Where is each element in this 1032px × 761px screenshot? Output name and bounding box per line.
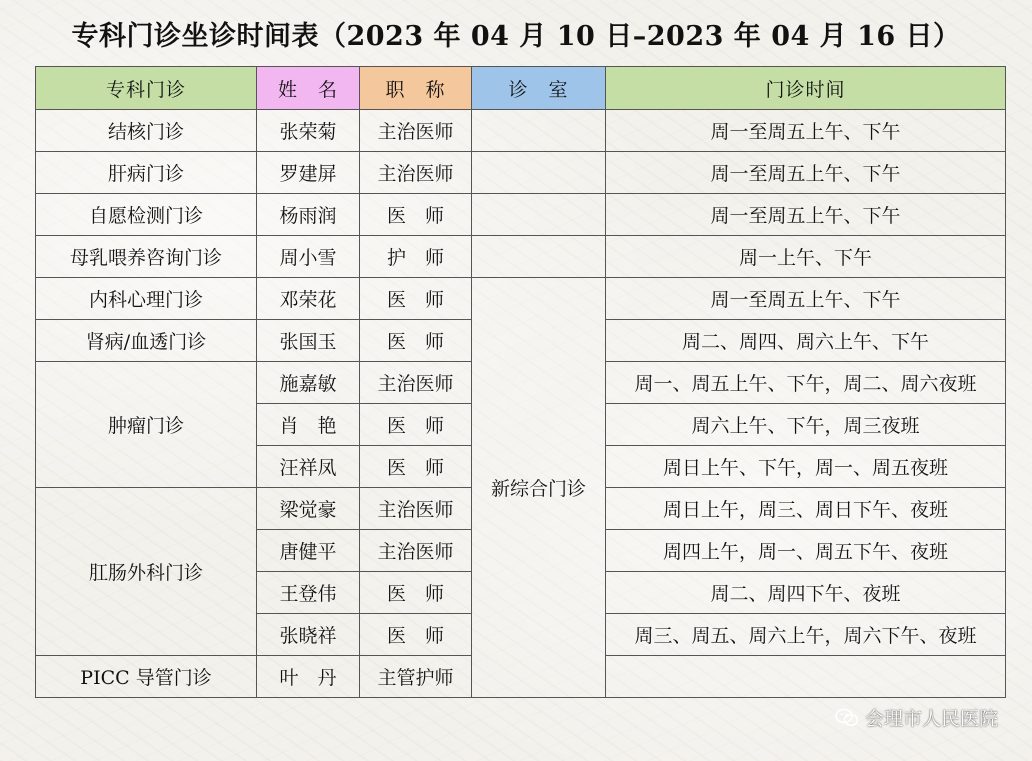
doctor-title-cell: 主管护师 (360, 656, 472, 698)
doctor-name-cell: 张晓祥 (257, 614, 360, 656)
doctor-name-cell: 罗建屏 (257, 152, 360, 194)
room-cell-empty (472, 194, 606, 236)
doctor-title-cell: 主治医师 (360, 110, 472, 152)
doctor-name-cell: 张国玉 (257, 320, 360, 362)
doctor-title-cell: 医 师 (360, 572, 472, 614)
clinic-cell: 肝病门诊 (36, 152, 257, 194)
doctor-title-cell: 主治医师 (360, 152, 472, 194)
clinic-cell: 肾病/血透门诊 (36, 320, 257, 362)
schedule-time-cell: 周三、周五、周六上午，周六下午、夜班 (606, 614, 1006, 656)
schedule-time-cell: 周六上午、下午，周三夜班 (606, 404, 1006, 446)
doctor-name-cell: 叶 丹 (257, 656, 360, 698)
table-row (36, 194, 1006, 236)
schedule-time-cell: 周一至周五上午、下午 (606, 278, 1006, 320)
table-row (36, 152, 1006, 194)
schedule-time-cell: 周四上午，周一、周五下午、夜班 (606, 530, 1006, 572)
watermark-text: 会理市人民医院 (864, 708, 998, 730)
doctor-title-cell: 医 师 (360, 320, 472, 362)
schedule-time-cell: 周日上午，周三、周日下午、夜班 (606, 488, 1006, 530)
header-time: 门诊时间 (606, 67, 1006, 110)
doctor-name-cell: 邓荣花 (257, 278, 360, 320)
doctor-title-cell: 医 师 (360, 194, 472, 236)
doctor-title-cell: 护 师 (360, 236, 472, 278)
doctor-name-cell: 唐健平 (257, 530, 360, 572)
doctor-name-cell: 张荣菊 (257, 110, 360, 152)
schedule-time-cell: 周一至周五上午、下午 (606, 152, 1006, 194)
doctor-title-cell: 主治医师 (360, 530, 472, 572)
watermark (835, 704, 998, 731)
clinic-cell: 结核门诊 (36, 110, 257, 152)
room-cell-empty (472, 152, 606, 194)
doctor-title-cell: 医 师 (360, 446, 472, 488)
schedule-time-cell: 周一至周五上午、下午 (606, 194, 1006, 236)
header-title: 职 称 (360, 67, 472, 110)
doctor-name-cell: 周小雪 (257, 236, 360, 278)
schedule-time-cell: 周一、周五上午、下午，周二、周六夜班 (606, 362, 1006, 404)
schedule-time-cell: 周一至周五上午、下午 (606, 110, 1006, 152)
room-cell: 新综合门诊 (472, 278, 606, 698)
header-name: 姓 名 (257, 67, 360, 110)
doctor-title-cell: 医 师 (360, 614, 472, 656)
doctor-name-cell: 施嘉敏 (257, 362, 360, 404)
room-cell-empty (472, 110, 606, 152)
room-cell-empty (606, 656, 1006, 698)
clinic-cell: PICC 导管门诊 (36, 656, 257, 698)
doctor-name-cell: 汪祥凤 (257, 446, 360, 488)
clinic-cell: 内科心理门诊 (36, 278, 257, 320)
doctor-name-cell: 肖 艳 (257, 404, 360, 446)
room-cell-empty (472, 236, 606, 278)
schedule-time-cell: 周一上午、下午 (606, 236, 1006, 278)
table-row (36, 236, 1006, 278)
clinic-cell: 自愿检测门诊 (36, 194, 257, 236)
table-row (36, 110, 1006, 152)
doctor-name-cell: 杨雨润 (257, 194, 360, 236)
schedule-table (35, 66, 1006, 698)
doctor-title-cell: 医 师 (360, 404, 472, 446)
doctor-title-cell: 主治医师 (360, 362, 472, 404)
schedule-time-cell: 周日上午、下午，周一、周五夜班 (606, 446, 1006, 488)
header-room: 诊 室 (472, 67, 606, 110)
wechat-icon (835, 708, 859, 728)
clinic-cell: 肿瘤门诊 (36, 362, 257, 488)
doctor-title-cell: 医 师 (360, 278, 472, 320)
doctor-name-cell: 梁觉豪 (257, 488, 360, 530)
doctor-name-cell: 王登伟 (257, 572, 360, 614)
page-title: 专科门诊坐诊时间表（2023 年 04 月 10 日–2023 年 04 月 16 日） (71, 21, 961, 52)
header-row (36, 67, 1006, 110)
clinic-cell: 肛肠外科门诊 (36, 488, 257, 656)
schedule-time-cell: 周二、周四、周六上午、下午 (606, 320, 1006, 362)
doctor-title-cell: 主治医师 (360, 488, 472, 530)
schedule-time-cell: 周二、周四下午、夜班 (606, 572, 1006, 614)
table-row (36, 278, 1006, 320)
header-clinic: 专科门诊 (36, 67, 257, 110)
clinic-cell: 母乳喂养咨询门诊 (36, 236, 257, 278)
